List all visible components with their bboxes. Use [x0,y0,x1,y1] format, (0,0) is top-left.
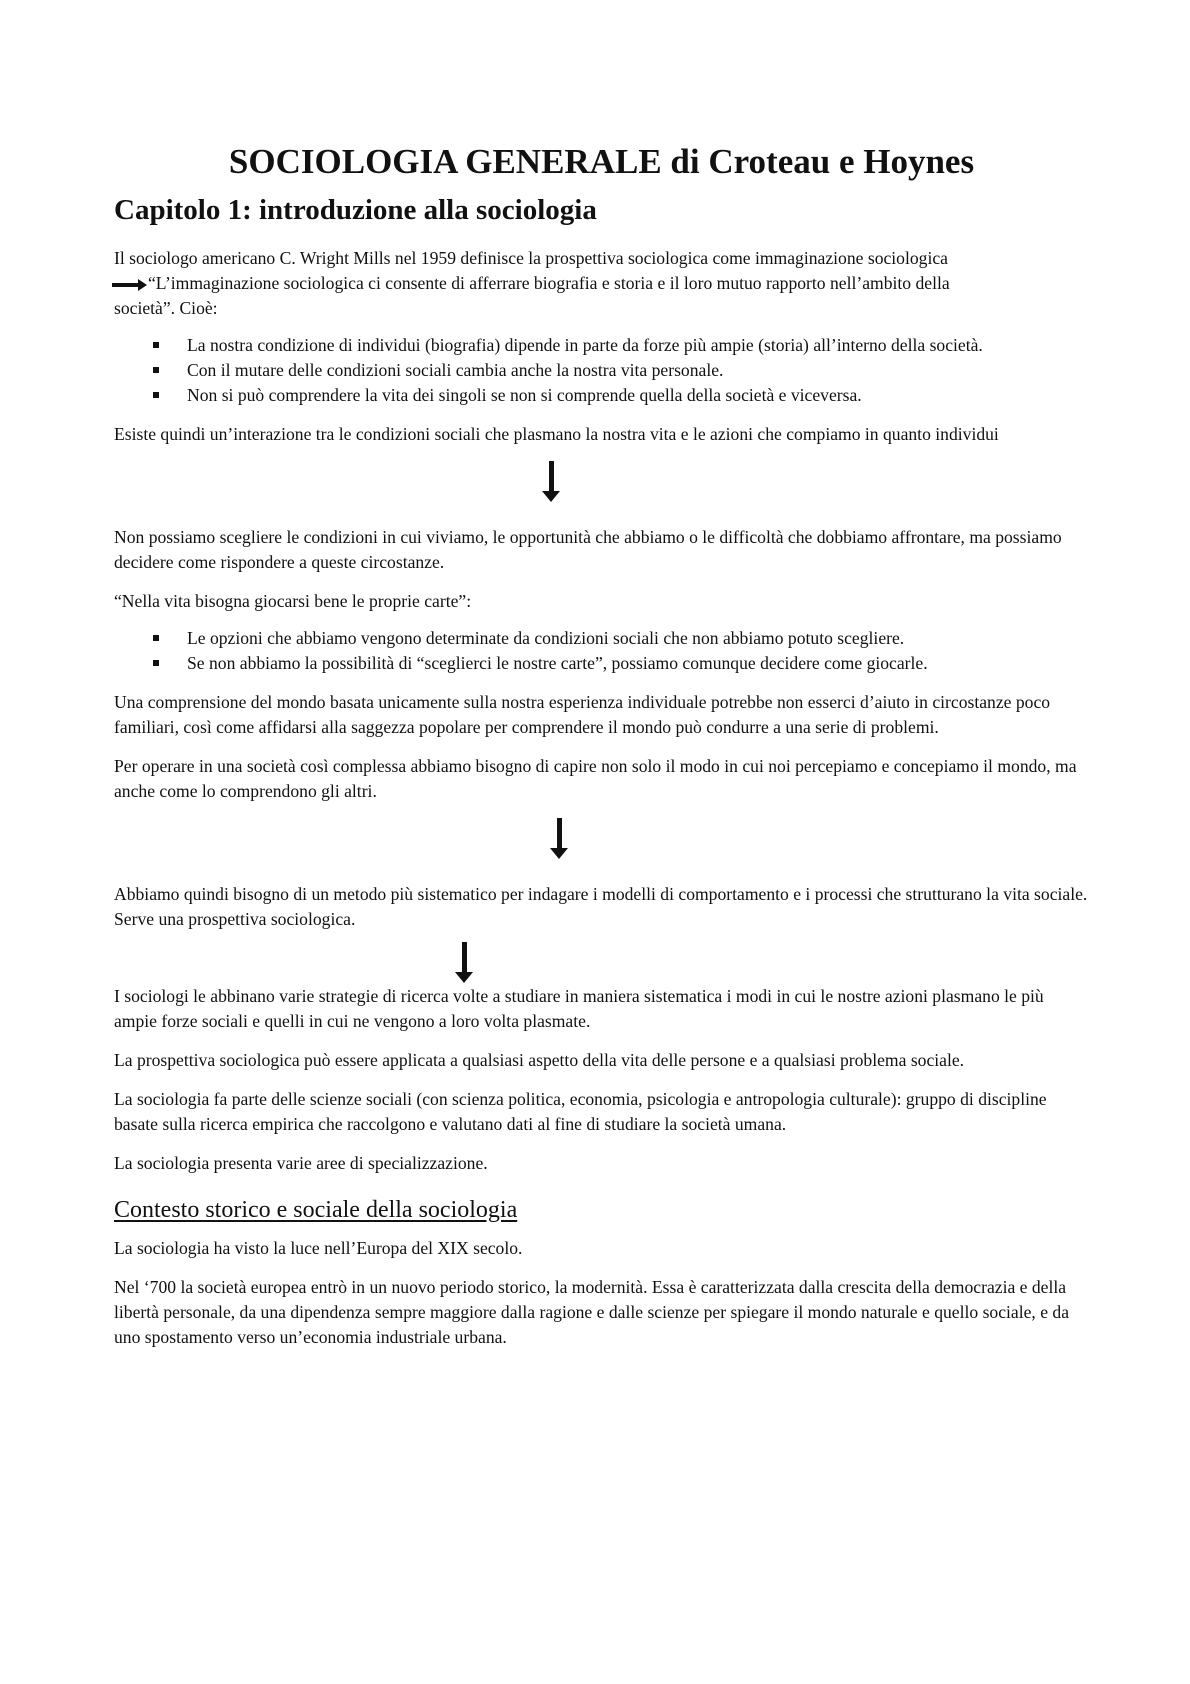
section-paragraph-1: La sociologia ha visto la luce nell’Europa del XIX secolo. [114,1238,523,1258]
paragraph-7: I sociologi le abbinano varie strategie di ricerca volte a studiare in maniera sistematica i modi in cui le nostre azioni plasmano le più ampie forze sociali e quelli in cui ne vengono a loro volta plasmate. [114,986,1044,1031]
list-item: Con il mutare delle condizioni sociali cambia anche la nostra vita personale. [187,358,1089,383]
bullet-list-1 [114,333,1089,408]
paragraph-8: La prospettiva sociologica può essere applicata a qualsiasi aspetto della vita delle persone e a qualsiasi problema sociale. [114,1050,965,1070]
paragraph-5: Per operare in una società così complessa abbiamo bisogno di capire non solo il modo in cui noi percepiamo e concepiamo il mondo, ma anche come lo comprendono gli altri. [114,756,1077,801]
paragraph-9: La sociologia fa parte delle scienze sociali (con scienza politica, economia, psicologia e antropologia culturale): gruppo di discipline basate sulla ricerca empirica che raccolgono e valutano dati al fine di studiare la società umana. [114,1089,1047,1134]
intro-line-1: Il sociologo americano C. Wright Mills nel 1959 definisce la prospettiva sociologica come immaginazione sociologica [114,248,948,268]
intro-quote: “L’immaginazione sociologica ci consente di afferrare biografia e storia e il loro mutuo rapporto nell’ambito della [148,273,950,293]
bullet-list-2 [114,626,1089,676]
arrow-row-3 [114,932,1089,984]
paragraph-4: Una comprensione del mondo basata unicamente sulla nostra esperienza individuale potrebbe non esserci d’aiuto in circostanze poco familiari, così come affidarsi alla saggezza popolare per comprendere il mondo può condurre a una serie di problemi. [114,692,1051,737]
paragraph-1: Esiste quindi un’interazione tra le condizioni sociali che plasmano la nostra vita e le azioni che compiamo in quanto individui [114,424,999,444]
arrow-row-1 [114,447,1089,525]
list-item: Se non abbiamo la possibilità di “sceglierci le nostre carte”, possiamo comunque decidere come giocarle. [187,651,1089,676]
intro-line-2 [114,271,1089,296]
down-arrow-icon [542,461,560,502]
list-item: Non si può comprendere la vita dei singoli se non si comprende quella della società e viceversa. [187,383,1089,408]
list-item: La nostra condizione di individui (biografia) dipende in parte da forze più ampie (storia) all’interno della società. [187,333,1089,358]
section-heading: Contesto storico e sociale della sociologia [114,1197,518,1223]
intro-paragraph [114,246,1089,321]
paragraph-3: “Nella vita bisogna giocarsi bene le proprie carte”: [114,591,472,611]
arrow-row-2 [114,804,1089,882]
paragraph-2: Non possiamo scegliere le condizioni in cui viviamo, le opportunità che abbiamo o le difficoltà che dobbiamo affrontare, ma possiamo decidere come rispondere a queste circostanze. [114,527,1062,572]
paragraph-10: La sociologia presenta varie aree di specializzazione. [114,1153,488,1173]
down-arrow-icon [455,942,473,983]
chapter-title: Capitolo 1: introduzione alla sociologia [114,194,597,226]
list-item: Le opzioni che abbiamo vengono determinate da condizioni sociali che non abbiamo potuto scegliere. [187,626,1089,651]
document-title: SOCIOLOGIA GENERALE di Croteau e Hoynes [228,142,975,181]
paragraph-6: Abbiamo quindi bisogno di un metodo più sistematico per indagare i modelli di comportamento e i processi che strutturano la vita sociale. Serve una prospettiva sociologica. [114,884,1088,929]
section-paragraph-2: Nel ‘700 la società europea entrò in un nuovo periodo storico, la modernità. Essa è caratterizzata dalla crescita della democrazia e della libertà personale, da una dipendenza sempre maggiore dalla ragione e dalle scienze per spiegare il mondo naturale e quello sociale, e da uno spostamento verso un’economia industriale urbana. [114,1277,1070,1347]
document-content [114,140,1089,1350]
down-arrow-icon [550,818,568,859]
right-arrow-icon [112,279,148,291]
intro-line-3: società”. Cioè: [114,298,218,318]
